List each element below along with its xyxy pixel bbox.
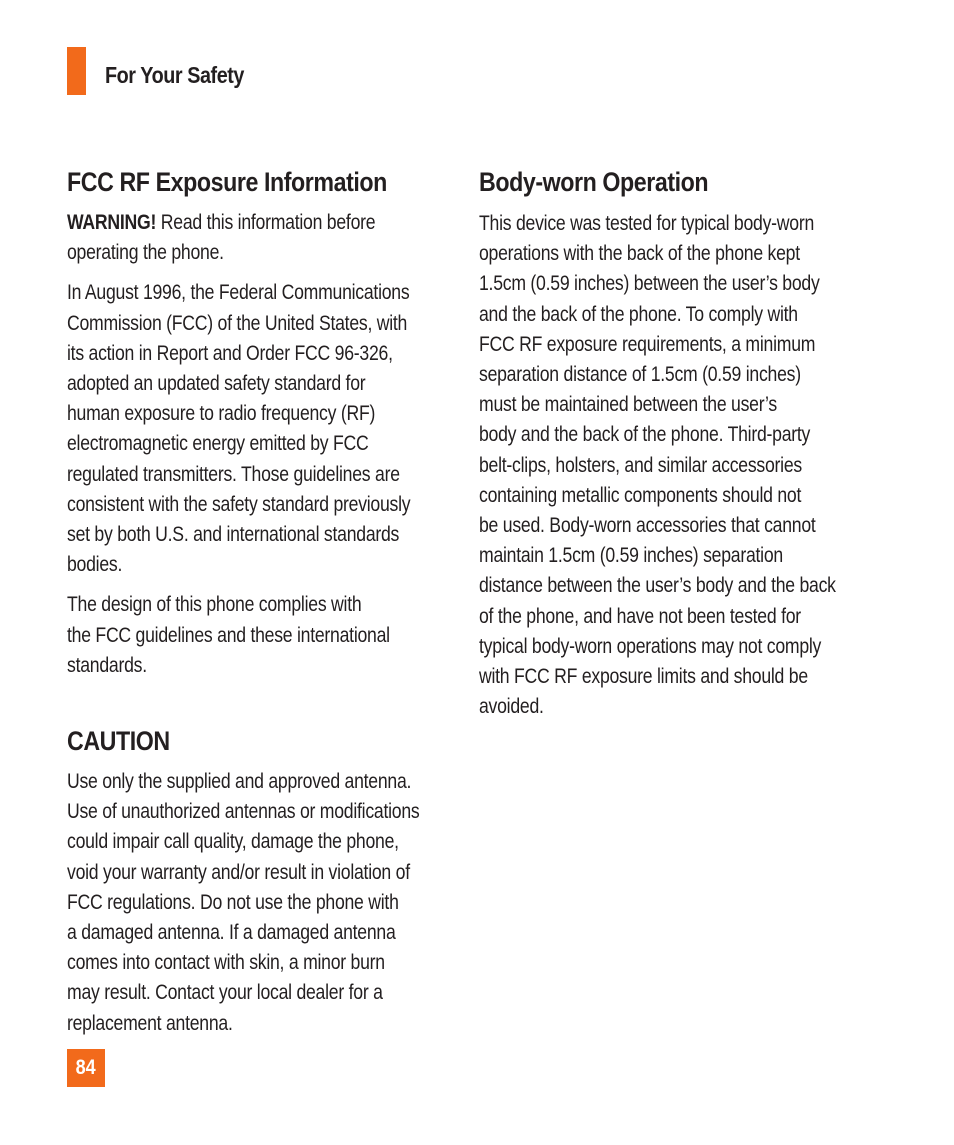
- warning-label: WARNING!: [67, 211, 157, 234]
- design-compliance-paragraph: The design of this phone complies with the FCC guidelines and these international standards.: [67, 593, 390, 677]
- page-header-title: For Your Safety: [105, 62, 245, 88]
- page-number-badge: [67, 1049, 105, 1087]
- body-worn-operation-heading: Body-worn Operation: [479, 167, 709, 197]
- page-number: 84: [75, 1056, 97, 1079]
- body-worn-paragraph: This device was tested for typical body-worn operations with the back of the phone kept 1.5cm (0.59 inches) between the user’s body and the back of the phone. To comply with FCC RF exposure requirements, a minimum separation distance of 1.5cm (0.59 inches) must be maintained between the user’s body and the back of the phone. Third-party belt-clips, holsters, and similar accessories containing metallic components should not be used. Body-worn accessories that cannot maintain 1.5cm (0.59 inches) separation distance between the user’s body and the back of the phone, and have not been tested for typical body-worn operations may not comply with FCC RF exposure limits and should be avoided.: [479, 212, 836, 719]
- fcc-history-paragraph: In August 1996, the Federal Communications Commission (FCC) of the United States, with its action in Report and Order FCC 96-326, adopted an updated safety standard for human exposure to radio frequency (RF) electromagnetic energy emitted by FCC regulated transmitters. Those guidelines are consistent with the safety standard previously set by both U.S. and international standards bodies.: [67, 281, 411, 577]
- warning-text: Read this information before operating the phone.: [67, 211, 376, 265]
- header-accent-bar: [67, 47, 86, 95]
- fcc-rf-exposure-heading: FCC RF Exposure Information: [67, 167, 387, 197]
- left-column: [67, 166, 447, 1039]
- right-column: [479, 166, 874, 722]
- caution-paragraph: Use only the supplied and approved antenna. Use of unauthorized antennas or modifications could impair call quality, damage the phone, void your warranty and/or result in violation of FCC regulations. Do not use the phone with a damaged antenna. If a damaged antenna comes into contact with skin, a minor burn may result. Contact your local dealer for a replacement antenna.: [67, 770, 420, 1035]
- warning-paragraph: [67, 208, 504, 268]
- caution-heading: CAUTION: [67, 726, 170, 757]
